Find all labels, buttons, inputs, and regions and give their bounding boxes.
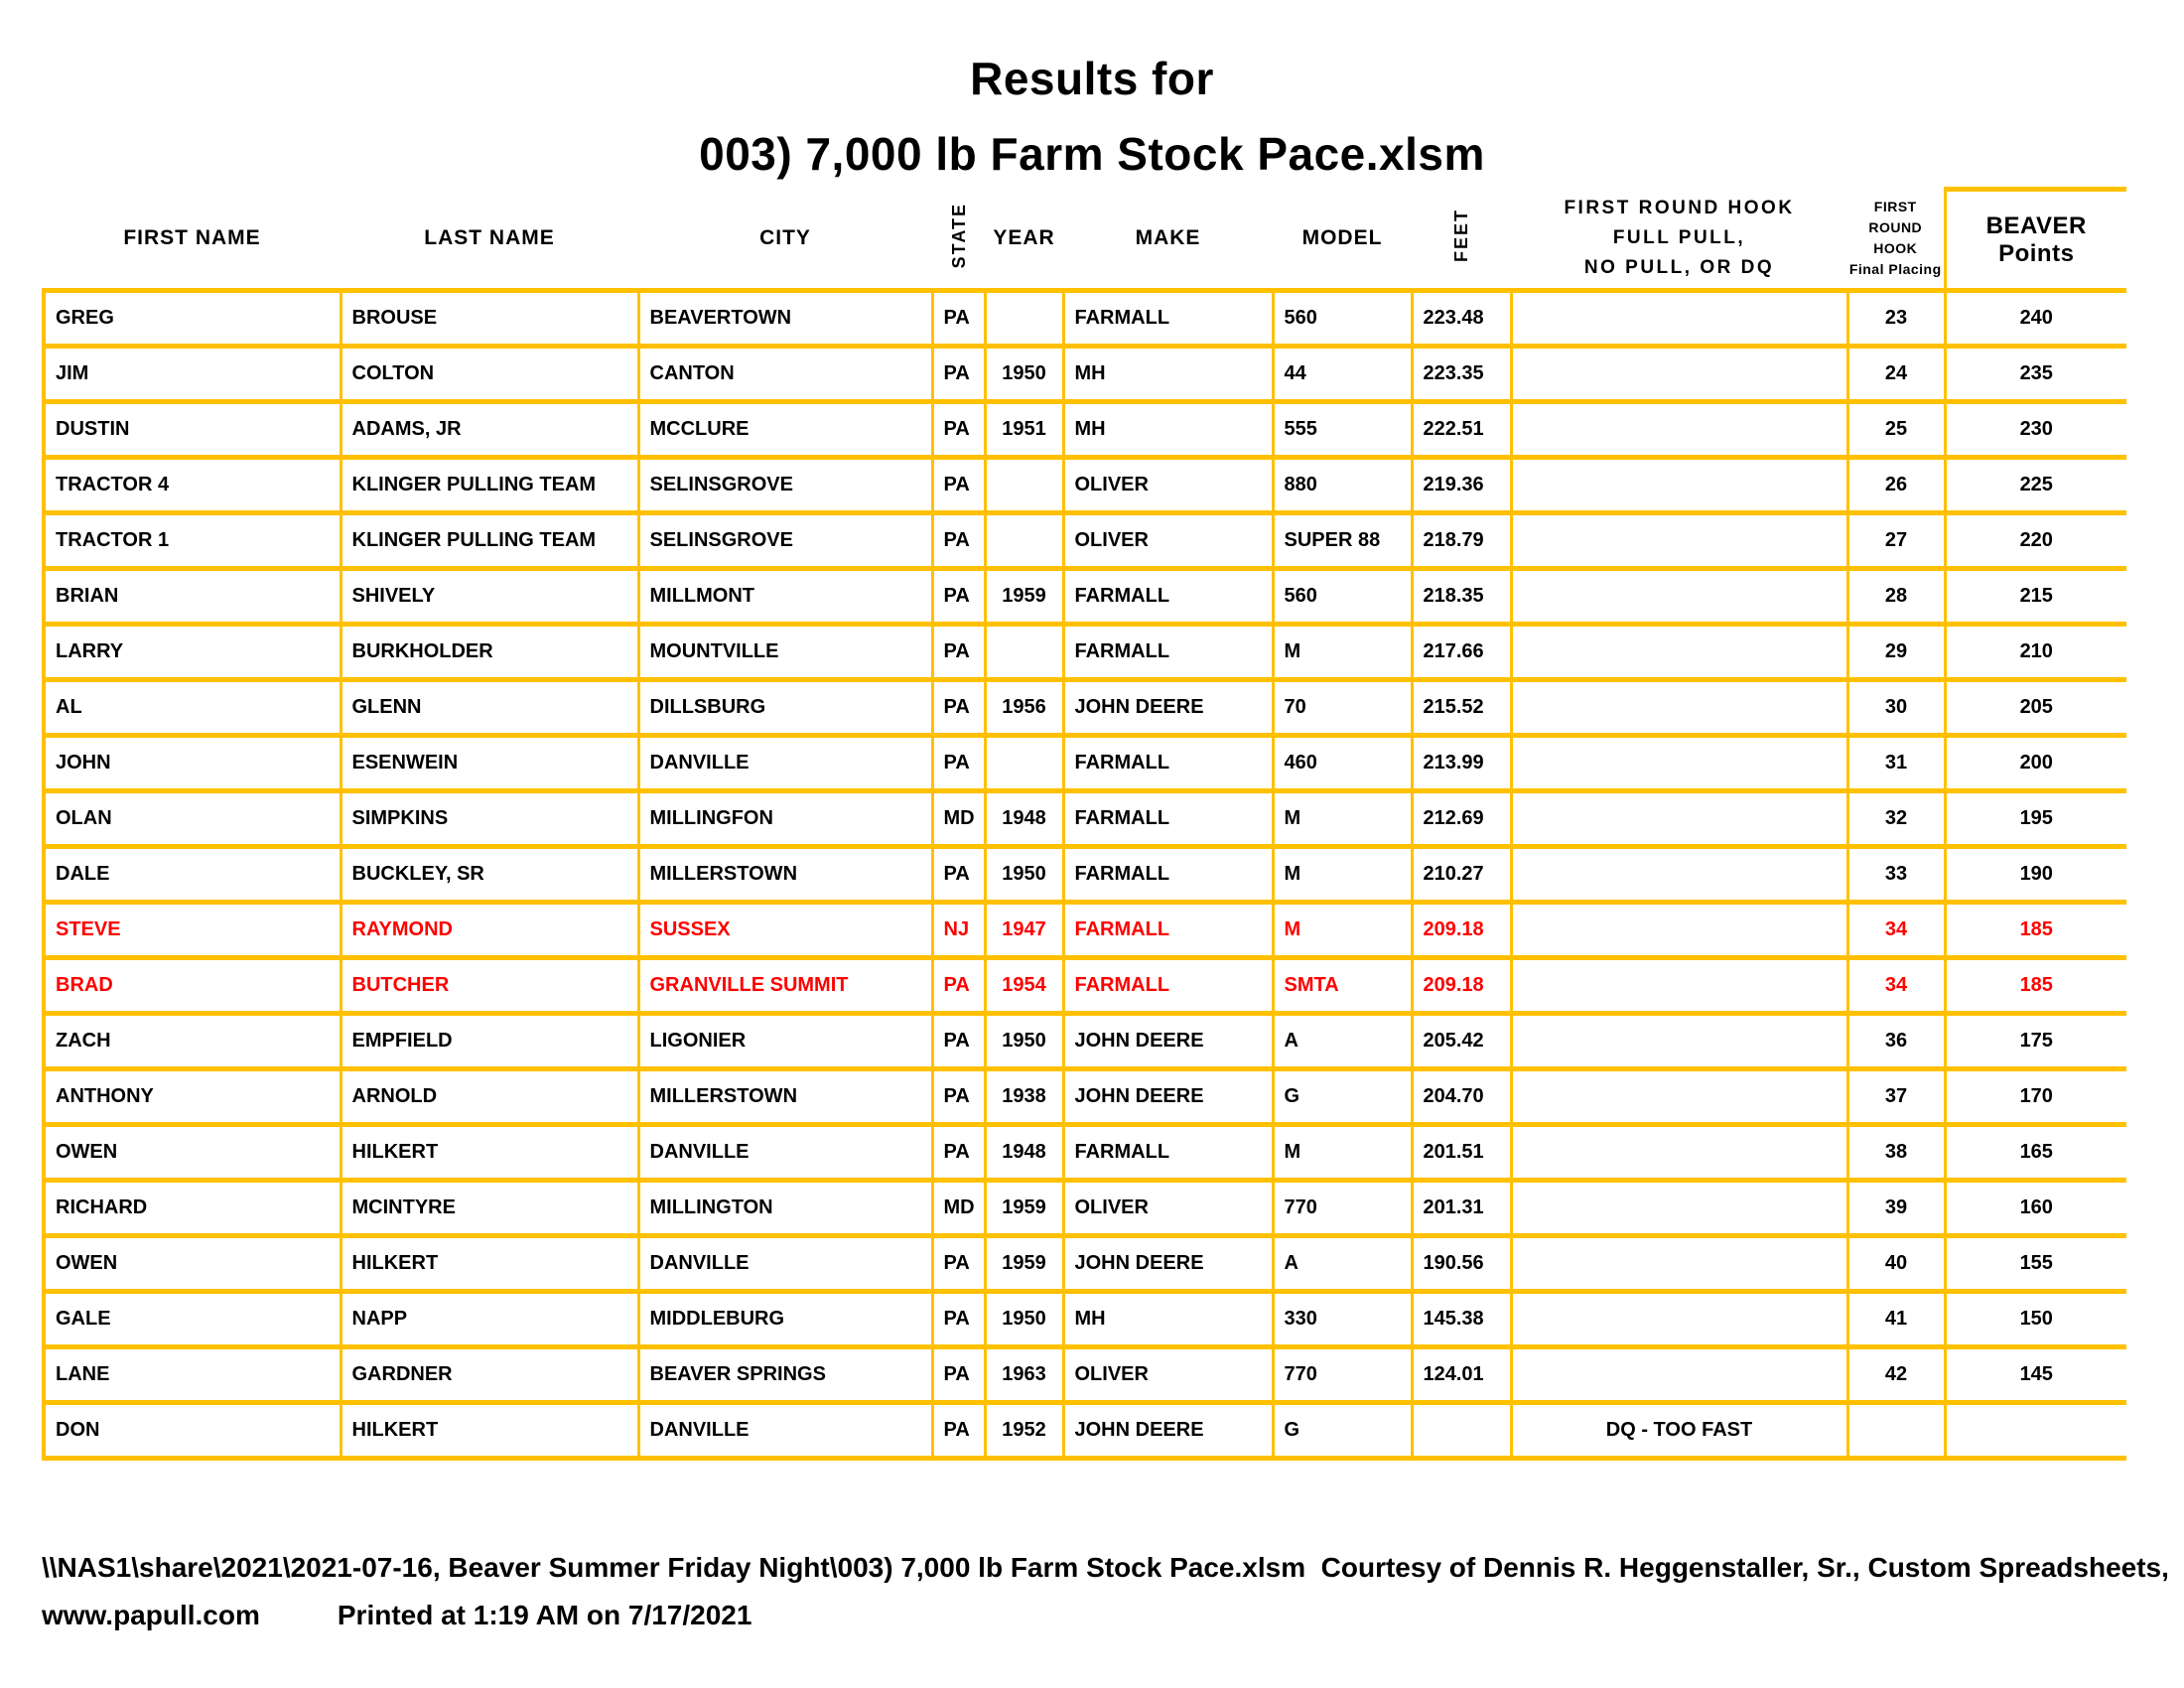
cell-city: DILLSBURG bbox=[638, 680, 932, 736]
cell-feet: 209.18 bbox=[1412, 903, 1511, 958]
cell-city: BEAVERTOWN bbox=[638, 291, 932, 347]
cell-hook bbox=[1511, 903, 1847, 958]
table-row bbox=[44, 1292, 2126, 1347]
cell-placing: 34 bbox=[1847, 958, 1945, 1014]
header-placing-line2: HOOK bbox=[1873, 240, 1918, 257]
cell-last-name: COLTON bbox=[341, 347, 638, 402]
cell-points: 150 bbox=[1945, 1292, 2126, 1347]
cell-first-name: BRIAN bbox=[44, 569, 341, 625]
cell-placing: 40 bbox=[1847, 1236, 1945, 1292]
cell-points: 220 bbox=[1945, 513, 2126, 569]
cell-placing: 29 bbox=[1847, 625, 1945, 680]
cell-placing: 27 bbox=[1847, 513, 1945, 569]
cell-last-name: BROUSE bbox=[341, 291, 638, 347]
cell-model: A bbox=[1273, 1014, 1412, 1069]
cell-model: 555 bbox=[1273, 402, 1412, 458]
cell-year: 1948 bbox=[985, 791, 1063, 847]
cell-points: 230 bbox=[1945, 402, 2126, 458]
cell-points: 145 bbox=[1945, 1347, 2126, 1403]
table-row bbox=[44, 1014, 2126, 1069]
cell-make: FARMALL bbox=[1063, 791, 1273, 847]
table-row bbox=[44, 1403, 2126, 1459]
cell-year: 1947 bbox=[985, 903, 1063, 958]
cell-points: 160 bbox=[1945, 1181, 2126, 1236]
cell-feet: 222.51 bbox=[1412, 402, 1511, 458]
header-hook-line3: NO PULL, OR DQ bbox=[1583, 257, 1775, 279]
cell-year: 1952 bbox=[985, 1403, 1063, 1459]
cell-last-name: BURKHOLDER bbox=[341, 625, 638, 680]
cell-placing: 41 bbox=[1847, 1292, 1945, 1347]
table-row bbox=[44, 347, 2126, 402]
cell-last-name: ADAMS, JR bbox=[341, 402, 638, 458]
cell-placing: 33 bbox=[1847, 847, 1945, 903]
header-placing-line1: FIRST ROUND bbox=[1868, 199, 1923, 236]
cell-make: JOHN DEERE bbox=[1063, 1069, 1273, 1125]
table-row bbox=[44, 1181, 2126, 1236]
cell-state: PA bbox=[932, 1236, 985, 1292]
cell-placing: 34 bbox=[1847, 903, 1945, 958]
cell-state: PA bbox=[932, 1292, 985, 1347]
cell-model: SMTA bbox=[1273, 958, 1412, 1014]
cell-hook bbox=[1511, 569, 1847, 625]
cell-points: 170 bbox=[1945, 1069, 2126, 1125]
cell-feet: 210.27 bbox=[1412, 847, 1511, 903]
cell-state: PA bbox=[932, 1125, 985, 1181]
cell-hook bbox=[1511, 513, 1847, 569]
cell-state: MD bbox=[932, 1181, 985, 1236]
cell-placing: 32 bbox=[1847, 791, 1945, 847]
cell-points: 210 bbox=[1945, 625, 2126, 680]
cell-model: 880 bbox=[1273, 458, 1412, 513]
footer-website: www.papull.com bbox=[42, 1600, 260, 1630]
cell-feet: 223.48 bbox=[1412, 291, 1511, 347]
table-row bbox=[44, 1347, 2126, 1403]
cell-hook bbox=[1511, 958, 1847, 1014]
cell-first-name: DALE bbox=[44, 847, 341, 903]
cell-city: SELINSGROVE bbox=[638, 513, 932, 569]
cell-make: FARMALL bbox=[1063, 958, 1273, 1014]
cell-feet: 190.56 bbox=[1412, 1236, 1511, 1292]
cell-model: G bbox=[1273, 1069, 1412, 1125]
cell-hook: DQ - TOO FAST bbox=[1511, 1403, 1847, 1459]
results-table-header bbox=[44, 190, 2126, 291]
header-first-name: FIRST NAME bbox=[44, 190, 341, 291]
cell-state: PA bbox=[932, 625, 985, 680]
cell-make: JOHN DEERE bbox=[1063, 1403, 1273, 1459]
cell-first-name: JOHN bbox=[44, 736, 341, 791]
cell-hook bbox=[1511, 458, 1847, 513]
cell-last-name: BUTCHER bbox=[341, 958, 638, 1014]
results-table-body bbox=[44, 291, 2126, 1459]
cell-feet: 205.42 bbox=[1412, 1014, 1511, 1069]
cell-hook bbox=[1511, 1125, 1847, 1181]
cell-year: 1950 bbox=[985, 1014, 1063, 1069]
cell-feet: 204.70 bbox=[1412, 1069, 1511, 1125]
cell-year: 1950 bbox=[985, 347, 1063, 402]
table-row bbox=[44, 791, 2126, 847]
cell-placing: 36 bbox=[1847, 1014, 1945, 1069]
table-row bbox=[44, 402, 2126, 458]
header-beaver-points: BEAVER Points bbox=[1945, 190, 2126, 291]
footer-printed-timestamp: Printed at 1:19 AM on 7/17/2021 bbox=[337, 1600, 752, 1630]
cell-first-name: OWEN bbox=[44, 1236, 341, 1292]
cell-feet: 218.79 bbox=[1412, 513, 1511, 569]
cell-model: 44 bbox=[1273, 347, 1412, 402]
cell-make: JOHN DEERE bbox=[1063, 680, 1273, 736]
cell-make: FARMALL bbox=[1063, 903, 1273, 958]
cell-last-name: RAYMOND bbox=[341, 903, 638, 958]
footer bbox=[42, 1552, 2184, 1631]
cell-city: MIDDLEBURG bbox=[638, 1292, 932, 1347]
cell-first-name: GREG bbox=[44, 291, 341, 347]
header-feet bbox=[1412, 190, 1511, 291]
cell-model: 560 bbox=[1273, 291, 1412, 347]
cell-points: 185 bbox=[1945, 903, 2126, 958]
cell-model: 770 bbox=[1273, 1181, 1412, 1236]
cell-points: 200 bbox=[1945, 736, 2126, 791]
cell-year: 1938 bbox=[985, 1069, 1063, 1125]
cell-points: 195 bbox=[1945, 791, 2126, 847]
cell-hook bbox=[1511, 347, 1847, 402]
cell-placing: 23 bbox=[1847, 291, 1945, 347]
cell-model: SUPER 88 bbox=[1273, 513, 1412, 569]
cell-year: 1950 bbox=[985, 847, 1063, 903]
cell-first-name: AL bbox=[44, 680, 341, 736]
header-city: CITY bbox=[638, 190, 932, 291]
cell-hook bbox=[1511, 680, 1847, 736]
cell-last-name: NAPP bbox=[341, 1292, 638, 1347]
cell-make: MH bbox=[1063, 347, 1273, 402]
cell-model: M bbox=[1273, 1125, 1412, 1181]
cell-make: JOHN DEERE bbox=[1063, 1236, 1273, 1292]
cell-feet: 212.69 bbox=[1412, 791, 1511, 847]
cell-placing: 24 bbox=[1847, 347, 1945, 402]
cell-placing: 25 bbox=[1847, 402, 1945, 458]
header-feet-label: FEET bbox=[1451, 209, 1471, 263]
cell-last-name: KLINGER PULLING TEAM bbox=[341, 513, 638, 569]
cell-feet: 219.36 bbox=[1412, 458, 1511, 513]
cell-model: 330 bbox=[1273, 1292, 1412, 1347]
cell-city: DANVILLE bbox=[638, 1236, 932, 1292]
cell-year: 1951 bbox=[985, 402, 1063, 458]
cell-state: NJ bbox=[932, 903, 985, 958]
cell-make: MH bbox=[1063, 402, 1273, 458]
header-first-round-hook bbox=[1511, 190, 1847, 291]
cell-city: MCCLURE bbox=[638, 402, 932, 458]
cell-city: MILLERSTOWN bbox=[638, 847, 932, 903]
table-row bbox=[44, 291, 2126, 347]
cell-state: PA bbox=[932, 402, 985, 458]
cell-last-name: GLENN bbox=[341, 680, 638, 736]
table-row bbox=[44, 625, 2126, 680]
cell-last-name: ARNOLD bbox=[341, 1069, 638, 1125]
cell-city: MILLERSTOWN bbox=[638, 1069, 932, 1125]
cell-state: PA bbox=[932, 458, 985, 513]
cell-state: PA bbox=[932, 958, 985, 1014]
cell-hook bbox=[1511, 791, 1847, 847]
cell-hook bbox=[1511, 1069, 1847, 1125]
footer-line2 bbox=[42, 1600, 2184, 1631]
cell-feet: 217.66 bbox=[1412, 625, 1511, 680]
cell-first-name: GALE bbox=[44, 1292, 341, 1347]
cell-model: 70 bbox=[1273, 680, 1412, 736]
cell-year bbox=[985, 458, 1063, 513]
cell-city: GRANVILLE SUMMIT bbox=[638, 958, 932, 1014]
cell-year: 1959 bbox=[985, 1236, 1063, 1292]
cell-placing: 38 bbox=[1847, 1125, 1945, 1181]
cell-first-name: OWEN bbox=[44, 1125, 341, 1181]
cell-last-name: HILKERT bbox=[341, 1125, 638, 1181]
cell-hook bbox=[1511, 1347, 1847, 1403]
cell-first-name: JIM bbox=[44, 347, 341, 402]
table-row bbox=[44, 1069, 2126, 1125]
cell-first-name: BRAD bbox=[44, 958, 341, 1014]
cell-make: FARMALL bbox=[1063, 847, 1273, 903]
cell-city: MILLINGTON bbox=[638, 1181, 932, 1236]
header-hook-line1: FIRST ROUND HOOK bbox=[1564, 197, 1795, 218]
cell-city: DANVILLE bbox=[638, 1403, 932, 1459]
table-row bbox=[44, 458, 2126, 513]
table-row bbox=[44, 1236, 2126, 1292]
cell-model: 560 bbox=[1273, 569, 1412, 625]
table-row bbox=[44, 958, 2126, 1014]
cell-model: M bbox=[1273, 903, 1412, 958]
cell-feet: 215.52 bbox=[1412, 680, 1511, 736]
cell-state: PA bbox=[932, 1014, 985, 1069]
cell-points: 225 bbox=[1945, 458, 2126, 513]
header-state bbox=[932, 190, 985, 291]
header-row bbox=[44, 190, 2126, 291]
cell-year: 1954 bbox=[985, 958, 1063, 1014]
header-hook-line2: FULL PULL, bbox=[1612, 227, 1746, 249]
cell-last-name: MCINTYRE bbox=[341, 1181, 638, 1236]
cell-state: PA bbox=[932, 1347, 985, 1403]
cell-city: CANTON bbox=[638, 347, 932, 402]
cell-last-name: BUCKLEY, SR bbox=[341, 847, 638, 903]
cell-make: OLIVER bbox=[1063, 1181, 1273, 1236]
cell-first-name: DON bbox=[44, 1403, 341, 1459]
cell-first-name: TRACTOR 4 bbox=[44, 458, 341, 513]
cell-hook bbox=[1511, 291, 1847, 347]
cell-state: PA bbox=[932, 736, 985, 791]
cell-hook bbox=[1511, 847, 1847, 903]
cell-make: MH bbox=[1063, 1292, 1273, 1347]
table-row bbox=[44, 736, 2126, 791]
cell-first-name: TRACTOR 1 bbox=[44, 513, 341, 569]
cell-model: M bbox=[1273, 791, 1412, 847]
cell-last-name: SHIVELY bbox=[341, 569, 638, 625]
cell-first-name: STEVE bbox=[44, 903, 341, 958]
cell-points: 205 bbox=[1945, 680, 2126, 736]
cell-make: FARMALL bbox=[1063, 291, 1273, 347]
cell-city: LIGONIER bbox=[638, 1014, 932, 1069]
cell-hook bbox=[1511, 402, 1847, 458]
cell-placing: 37 bbox=[1847, 1069, 1945, 1125]
cell-placing bbox=[1847, 1403, 1945, 1459]
cell-city: SUSSEX bbox=[638, 903, 932, 958]
cell-placing: 30 bbox=[1847, 680, 1945, 736]
table-row bbox=[44, 903, 2126, 958]
cell-model: M bbox=[1273, 847, 1412, 903]
cell-year bbox=[985, 513, 1063, 569]
cell-first-name: DUSTIN bbox=[44, 402, 341, 458]
cell-points: 235 bbox=[1945, 347, 2126, 402]
header-make: MAKE bbox=[1063, 190, 1273, 291]
cell-year: 1956 bbox=[985, 680, 1063, 736]
cell-last-name: HILKERT bbox=[341, 1403, 638, 1459]
cell-make: OLIVER bbox=[1063, 458, 1273, 513]
cell-feet: 201.51 bbox=[1412, 1125, 1511, 1181]
cell-state: PA bbox=[932, 680, 985, 736]
cell-first-name: LARRY bbox=[44, 625, 341, 680]
cell-year bbox=[985, 291, 1063, 347]
cell-city: SELINSGROVE bbox=[638, 458, 932, 513]
cell-placing: 26 bbox=[1847, 458, 1945, 513]
cell-hook bbox=[1511, 1292, 1847, 1347]
cell-state: PA bbox=[932, 1403, 985, 1459]
cell-last-name: GARDNER bbox=[341, 1347, 638, 1403]
title-block bbox=[0, 0, 2184, 181]
cell-feet: 201.31 bbox=[1412, 1181, 1511, 1236]
cell-year: 1950 bbox=[985, 1292, 1063, 1347]
cell-hook bbox=[1511, 1236, 1847, 1292]
cell-points: 190 bbox=[1945, 847, 2126, 903]
header-state-label: STATE bbox=[948, 203, 969, 269]
cell-model: A bbox=[1273, 1236, 1412, 1292]
cell-make: FARMALL bbox=[1063, 736, 1273, 791]
cell-last-name: SIMPKINS bbox=[341, 791, 638, 847]
header-placing-line3: Final Placing bbox=[1848, 261, 1942, 278]
cell-year: 1959 bbox=[985, 569, 1063, 625]
cell-city: BEAVER SPRINGS bbox=[638, 1347, 932, 1403]
cell-first-name: ANTHONY bbox=[44, 1069, 341, 1125]
cell-state: MD bbox=[932, 791, 985, 847]
cell-feet: 223.35 bbox=[1412, 347, 1511, 402]
cell-hook bbox=[1511, 1181, 1847, 1236]
cell-make: JOHN DEERE bbox=[1063, 1014, 1273, 1069]
cell-city: DANVILLE bbox=[638, 1125, 932, 1181]
table-row bbox=[44, 513, 2126, 569]
table-row bbox=[44, 1125, 2126, 1181]
cell-year: 1948 bbox=[985, 1125, 1063, 1181]
cell-city: MILLMONT bbox=[638, 569, 932, 625]
table-row bbox=[44, 847, 2126, 903]
cell-model: 460 bbox=[1273, 736, 1412, 791]
cell-placing: 28 bbox=[1847, 569, 1945, 625]
cell-state: PA bbox=[932, 291, 985, 347]
cell-state: PA bbox=[932, 1069, 985, 1125]
cell-hook bbox=[1511, 625, 1847, 680]
footer-file-path: \\NAS1\share\2021\2021-07-16, Beaver Summer Friday Night\003) 7,000 lb Farm Stock Pace.xlsm Courtesy of Dennis R. Heggenstaller, Sr., Custom Spreadsheets, bbox=[42, 1552, 2169, 1583]
cell-model: G bbox=[1273, 1403, 1412, 1459]
cell-year bbox=[985, 736, 1063, 791]
cell-city: MILLINGFON bbox=[638, 791, 932, 847]
cell-model: M bbox=[1273, 625, 1412, 680]
cell-points: 155 bbox=[1945, 1236, 2126, 1292]
cell-last-name: EMPFIELD bbox=[341, 1014, 638, 1069]
cell-state: PA bbox=[932, 569, 985, 625]
cell-state: PA bbox=[932, 347, 985, 402]
cell-state: PA bbox=[932, 513, 985, 569]
header-year: YEAR bbox=[985, 190, 1063, 291]
cell-feet bbox=[1412, 1403, 1511, 1459]
cell-year: 1963 bbox=[985, 1347, 1063, 1403]
table-row bbox=[44, 569, 2126, 625]
cell-first-name: LANE bbox=[44, 1347, 341, 1403]
results-table bbox=[42, 187, 2126, 1461]
cell-points: 175 bbox=[1945, 1014, 2126, 1069]
cell-hook bbox=[1511, 736, 1847, 791]
cell-feet: 218.35 bbox=[1412, 569, 1511, 625]
header-last-name: LAST NAME bbox=[341, 190, 638, 291]
cell-placing: 42 bbox=[1847, 1347, 1945, 1403]
page-title: Results for bbox=[970, 53, 1214, 104]
cell-feet: 145.38 bbox=[1412, 1292, 1511, 1347]
header-final-placing bbox=[1847, 190, 1945, 291]
cell-points: 185 bbox=[1945, 958, 2126, 1014]
cell-city: MOUNTVILLE bbox=[638, 625, 932, 680]
cell-points: 240 bbox=[1945, 291, 2126, 347]
cell-feet: 213.99 bbox=[1412, 736, 1511, 791]
cell-feet: 124.01 bbox=[1412, 1347, 1511, 1403]
cell-make: FARMALL bbox=[1063, 625, 1273, 680]
cell-city: DANVILLE bbox=[638, 736, 932, 791]
cell-model: 770 bbox=[1273, 1347, 1412, 1403]
cell-last-name: HILKERT bbox=[341, 1236, 638, 1292]
cell-year bbox=[985, 625, 1063, 680]
page-subtitle: 003) 7,000 lb Farm Stock Pace.xlsm bbox=[699, 128, 1485, 180]
header-model: MODEL bbox=[1273, 190, 1412, 291]
cell-state: PA bbox=[932, 847, 985, 903]
cell-first-name: ZACH bbox=[44, 1014, 341, 1069]
cell-first-name: RICHARD bbox=[44, 1181, 341, 1236]
cell-placing: 31 bbox=[1847, 736, 1945, 791]
cell-year: 1959 bbox=[985, 1181, 1063, 1236]
cell-make: OLIVER bbox=[1063, 1347, 1273, 1403]
cell-points bbox=[1945, 1403, 2126, 1459]
cell-points: 165 bbox=[1945, 1125, 2126, 1181]
cell-last-name: KLINGER PULLING TEAM bbox=[341, 458, 638, 513]
cell-make: OLIVER bbox=[1063, 513, 1273, 569]
cell-first-name: OLAN bbox=[44, 791, 341, 847]
cell-make: FARMALL bbox=[1063, 1125, 1273, 1181]
cell-hook bbox=[1511, 1014, 1847, 1069]
cell-make: FARMALL bbox=[1063, 569, 1273, 625]
cell-points: 215 bbox=[1945, 569, 2126, 625]
table-row bbox=[44, 680, 2126, 736]
cell-feet: 209.18 bbox=[1412, 958, 1511, 1014]
cell-placing: 39 bbox=[1847, 1181, 1945, 1236]
cell-last-name: ESENWEIN bbox=[341, 736, 638, 791]
